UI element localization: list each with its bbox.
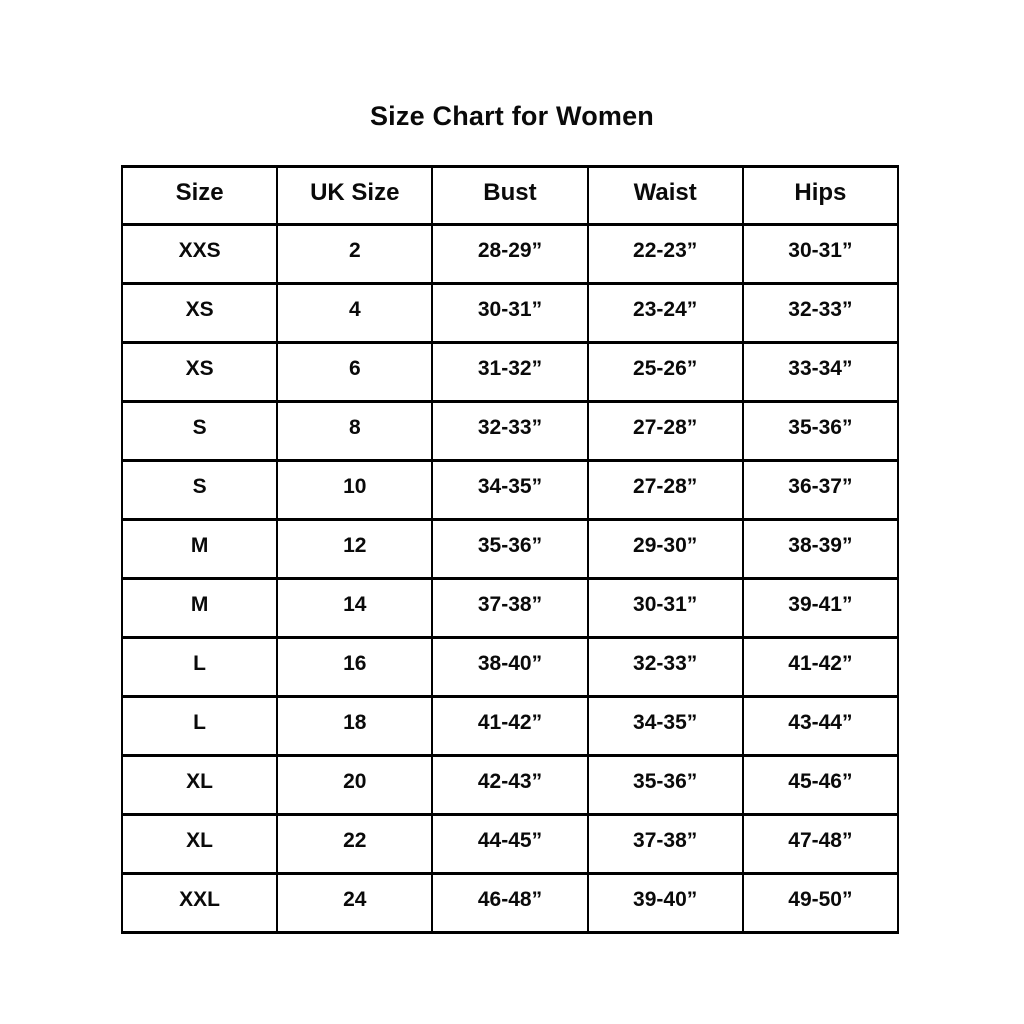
column-header-size: Size [122, 167, 277, 225]
cell-uk-size: 24 [277, 874, 432, 933]
cell-waist: 32-33” [588, 638, 743, 697]
cell-bust: 30-31” [432, 284, 587, 343]
cell-bust: 42-43” [432, 756, 587, 815]
cell-uk-size: 10 [277, 461, 432, 520]
size-chart-table [121, 165, 899, 934]
cell-size: XXS [122, 225, 277, 284]
cell-size: S [122, 461, 277, 520]
cell-waist: 23-24” [588, 284, 743, 343]
cell-waist: 39-40” [588, 874, 743, 933]
cell-hips: 49-50” [743, 874, 898, 933]
cell-bust: 46-48” [432, 874, 587, 933]
cell-hips: 39-41” [743, 579, 898, 638]
cell-size: L [122, 697, 277, 756]
cell-bust: 28-29” [432, 225, 587, 284]
cell-uk-size: 2 [277, 225, 432, 284]
cell-size: XL [122, 756, 277, 815]
column-header-hips: Hips [743, 167, 898, 225]
cell-waist: 37-38” [588, 815, 743, 874]
cell-waist: 22-23” [588, 225, 743, 284]
cell-waist: 34-35” [588, 697, 743, 756]
cell-uk-size: 14 [277, 579, 432, 638]
table-row [122, 461, 898, 520]
cell-size: M [122, 579, 277, 638]
table-row [122, 579, 898, 638]
cell-size: M [122, 520, 277, 579]
cell-hips: 33-34” [743, 343, 898, 402]
size-table-body [122, 225, 898, 933]
cell-waist: 27-28” [588, 461, 743, 520]
cell-waist: 25-26” [588, 343, 743, 402]
table-row [122, 225, 898, 284]
cell-bust: 32-33” [432, 402, 587, 461]
cell-size: S [122, 402, 277, 461]
cell-hips: 32-33” [743, 284, 898, 343]
table-row [122, 874, 898, 933]
table-row [122, 402, 898, 461]
cell-waist: 35-36” [588, 756, 743, 815]
cell-hips: 35-36” [743, 402, 898, 461]
cell-bust: 41-42” [432, 697, 587, 756]
table-row [122, 756, 898, 815]
cell-bust: 31-32” [432, 343, 587, 402]
cell-size: XL [122, 815, 277, 874]
size-table-head [122, 167, 898, 225]
table-row [122, 284, 898, 343]
table-row [122, 520, 898, 579]
table-row [122, 815, 898, 874]
cell-waist: 27-28” [588, 402, 743, 461]
cell-hips: 41-42” [743, 638, 898, 697]
column-header-waist: Waist [588, 167, 743, 225]
cell-size: XXL [122, 874, 277, 933]
cell-hips: 45-46” [743, 756, 898, 815]
table-row [122, 697, 898, 756]
cell-bust: 34-35” [432, 461, 587, 520]
cell-uk-size: 6 [277, 343, 432, 402]
cell-bust: 44-45” [432, 815, 587, 874]
cell-uk-size: 22 [277, 815, 432, 874]
cell-uk-size: 18 [277, 697, 432, 756]
cell-uk-size: 16 [277, 638, 432, 697]
table-row [122, 638, 898, 697]
column-header-uk-size: UK Size [277, 167, 432, 225]
column-header-bust: Bust [432, 167, 587, 225]
table-row [122, 343, 898, 402]
header-row [122, 167, 898, 225]
cell-uk-size: 20 [277, 756, 432, 815]
cell-bust: 35-36” [432, 520, 587, 579]
cell-waist: 30-31” [588, 579, 743, 638]
cell-uk-size: 12 [277, 520, 432, 579]
cell-uk-size: 8 [277, 402, 432, 461]
cell-waist: 29-30” [588, 520, 743, 579]
page-title: Size Chart for Women [369, 101, 655, 131]
cell-hips: 36-37” [743, 461, 898, 520]
cell-bust: 37-38” [432, 579, 587, 638]
cell-bust: 38-40” [432, 638, 587, 697]
cell-hips: 47-48” [743, 815, 898, 874]
cell-size: XS [122, 284, 277, 343]
cell-size: L [122, 638, 277, 697]
cell-uk-size: 4 [277, 284, 432, 343]
cell-hips: 30-31” [743, 225, 898, 284]
cell-size: XS [122, 343, 277, 402]
cell-hips: 43-44” [743, 697, 898, 756]
cell-hips: 38-39” [743, 520, 898, 579]
